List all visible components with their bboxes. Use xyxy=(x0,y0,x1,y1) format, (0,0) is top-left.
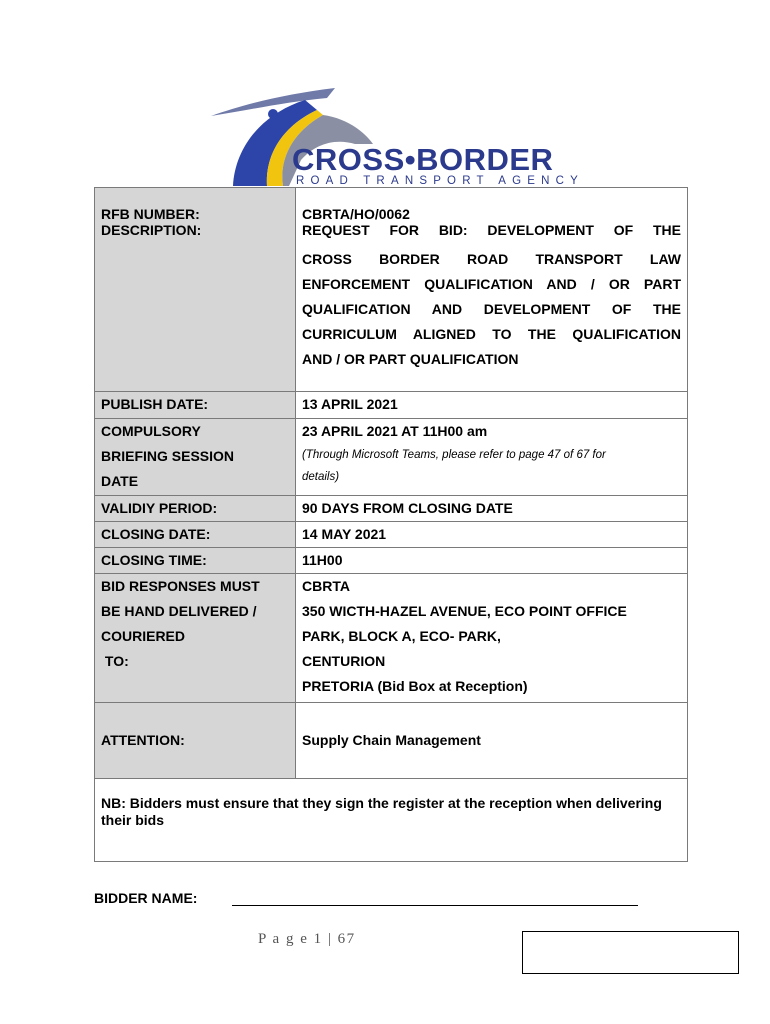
closing-date-value-text: 14 MAY 2021 xyxy=(302,526,387,542)
publish-date-value-text: 13 APRIL 2021 xyxy=(302,396,398,412)
validity-value xyxy=(296,496,688,522)
publish-date-value xyxy=(296,392,688,419)
description-label: DESCRIPTION: xyxy=(101,222,202,238)
description-line: REQUEST FOR BID: DEVELOPMENT OF THE xyxy=(302,222,681,238)
bidder-name-field[interactable] xyxy=(232,905,638,906)
closing-time-label-text: CLOSING TIME: xyxy=(101,552,207,568)
delivery-address-line: CBRTA xyxy=(302,578,350,594)
logo-subtitle: ROAD TRANSPORT AGENCY xyxy=(296,175,585,187)
description-line: ENFORCEMENT QUALIFICATION AND / OR PART xyxy=(302,276,681,292)
logo-dot xyxy=(268,109,278,119)
rfb-description-values xyxy=(296,188,688,392)
row-validity xyxy=(95,496,688,522)
attention-value xyxy=(296,703,688,779)
delivery-address-line: 350 WICTH-HAZEL AVENUE, ECO POINT OFFICE xyxy=(302,603,627,619)
delivery-label-line: COURIERED xyxy=(101,628,186,644)
delivery-label-line: TO: xyxy=(101,653,129,669)
bidder-name-label: BIDDER NAME: xyxy=(94,890,198,906)
row-closing-date xyxy=(95,522,688,548)
validity-label xyxy=(95,496,296,522)
row-closing-time xyxy=(95,548,688,574)
validity-value-text: 90 DAYS FROM CLOSING DATE xyxy=(302,500,513,516)
publish-date-label xyxy=(95,392,296,419)
delivery-value xyxy=(296,574,688,703)
briefing-label-line: DATE xyxy=(101,473,139,489)
closing-date-label-text: CLOSING DATE: xyxy=(101,526,211,542)
row-delivery xyxy=(95,574,688,703)
logo-title: CROSS•BORDER xyxy=(292,142,554,177)
nb-note: NB: Bidders must ensure that they sign the register at the reception when delivering their bids xyxy=(101,795,662,828)
rfb-number-value: CBRTA/HO/0062 xyxy=(302,206,410,222)
description-line: QUALIFICATION AND DEVELOPMENT OF THE xyxy=(302,301,681,317)
delivery-address-line: PRETORIA (Bid Box at Reception) xyxy=(302,678,528,694)
delivery-address-line: CENTURION xyxy=(302,653,386,669)
delivery-label xyxy=(95,574,296,703)
page-box xyxy=(522,931,739,974)
description-line: CROSS BORDER ROAD TRANSPORT LAW xyxy=(302,251,681,267)
attention-label-text: ATTENTION: xyxy=(101,732,185,748)
nb-cell xyxy=(95,779,688,862)
briefing-label-line: BRIEFING SESSION xyxy=(101,448,235,464)
closing-time-label xyxy=(95,548,296,574)
publish-date-label-text: PUBLISH DATE: xyxy=(101,396,209,412)
briefing-note: details) xyxy=(302,471,340,483)
row-publish-date xyxy=(95,392,688,419)
page-number: P a g e 1 | 67 xyxy=(258,931,356,947)
rfb-description-labels xyxy=(95,188,296,392)
delivery-label-line: BID RESPONSES MUST xyxy=(101,578,260,594)
row-attention xyxy=(95,703,688,779)
validity-label-text: VALIDIY PERIOD: xyxy=(101,500,218,516)
closing-date-label xyxy=(95,522,296,548)
closing-time-value-text: 11H00 xyxy=(302,552,343,568)
closing-time-value xyxy=(296,548,688,574)
delivery-address-line: PARK, BLOCK A, ECO- PARK, xyxy=(302,628,501,644)
attention-label xyxy=(95,703,296,779)
row-briefing xyxy=(95,419,688,496)
briefing-date: 23 APRIL 2021 AT 11H00 am xyxy=(302,423,488,439)
delivery-label-line: BE HAND DELIVERED / xyxy=(101,603,257,619)
briefing-label-line: COMPULSORY xyxy=(101,423,201,439)
rfb-number-label: RFB NUMBER: xyxy=(101,206,200,222)
briefing-note: (Through Microsoft Teams, please refer to page 47 of 67 for xyxy=(302,449,606,461)
description-line: AND / OR PART QUALIFICATION xyxy=(302,351,519,367)
bid-info-table xyxy=(94,187,688,862)
briefing-value xyxy=(296,419,688,496)
row-nb xyxy=(95,779,688,862)
attention-value-text: Supply Chain Management xyxy=(302,732,481,748)
briefing-label xyxy=(95,419,296,496)
description-line: CURRICULUM ALIGNED TO THE QUALIFICATION xyxy=(302,326,681,342)
closing-date-value xyxy=(296,522,688,548)
row-rfb-description xyxy=(95,188,688,392)
